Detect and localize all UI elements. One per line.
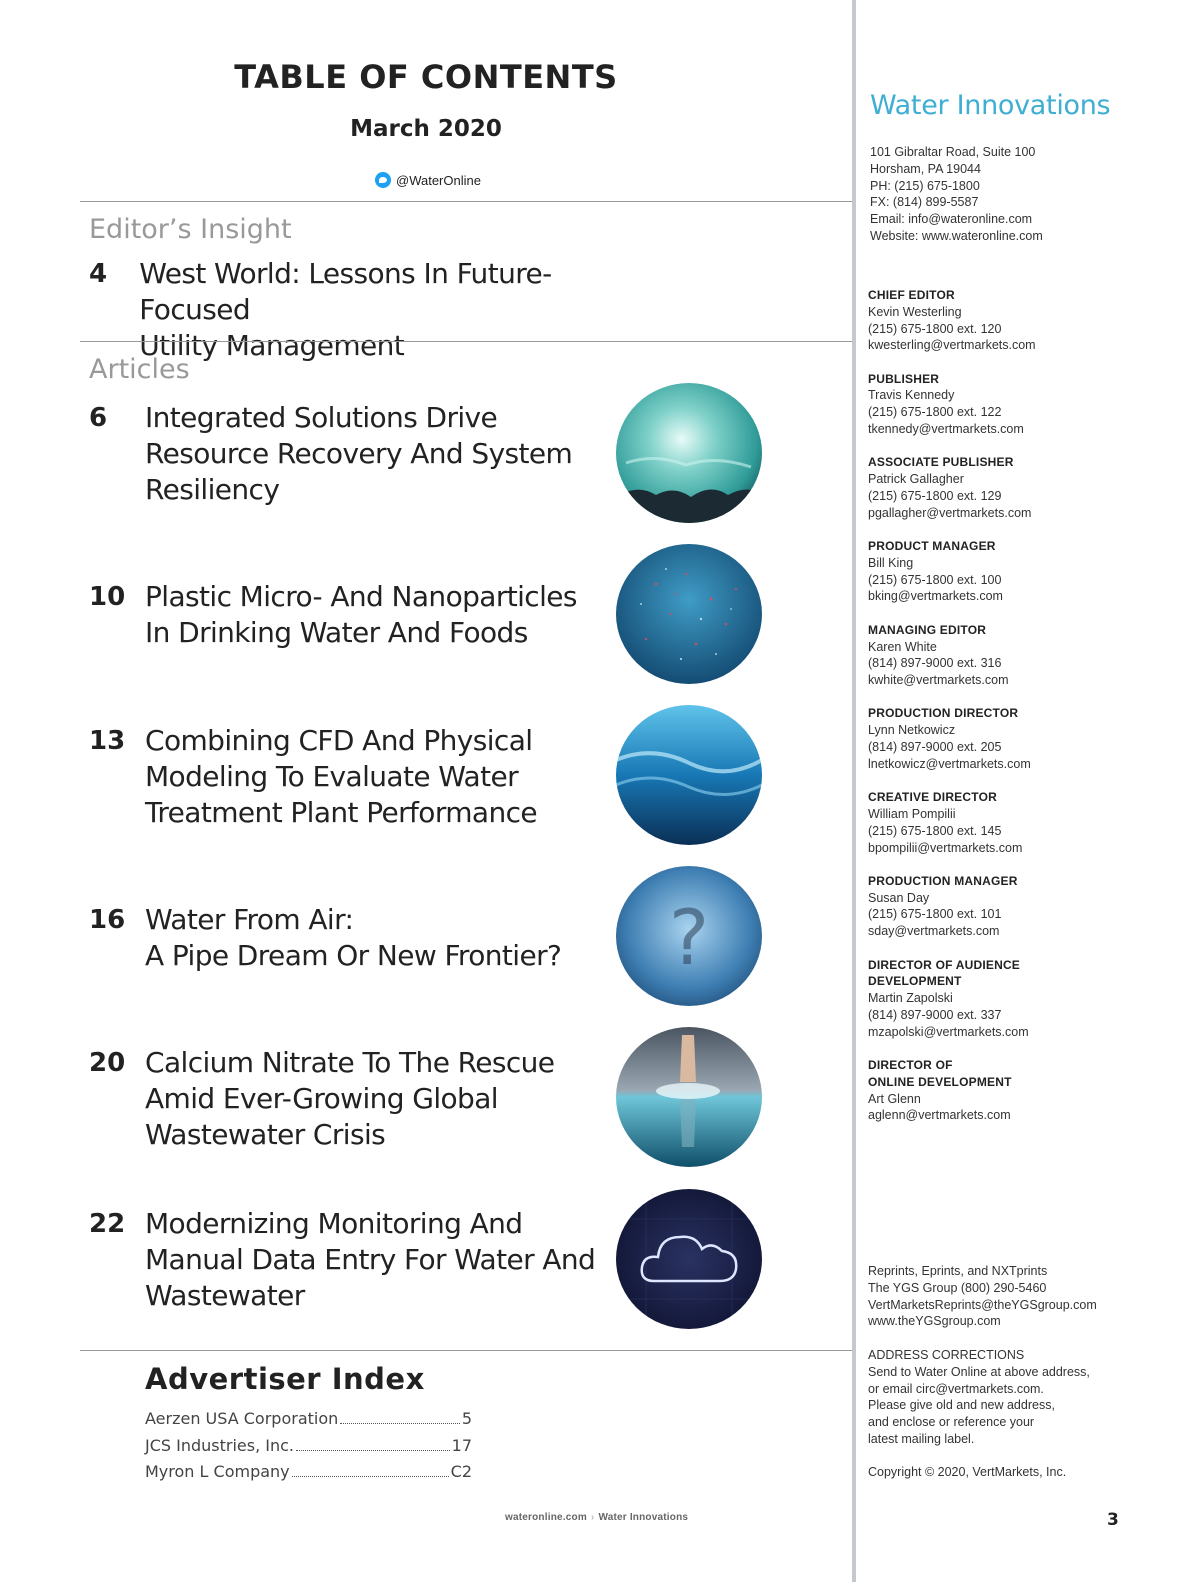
condensation-question-image[interactable] bbox=[616, 866, 762, 1006]
staff-phone: (814) 897-9000 ext. 337 bbox=[868, 1007, 1002, 1022]
microparticles-image[interactable] bbox=[616, 544, 762, 684]
toc-page-number: 22 bbox=[89, 1209, 126, 1239]
toc-entry[interactable] bbox=[89, 1206, 609, 1314]
staff-email[interactable]: tkennedy@vertmarkets.com bbox=[868, 422, 1024, 437]
staff-phone: (215) 675-1800 ext. 145 bbox=[868, 823, 1002, 838]
toc-entry[interactable] bbox=[89, 579, 609, 651]
twitter-icon bbox=[375, 172, 391, 188]
staff-role: PRODUCT MANAGER bbox=[868, 539, 996, 554]
toc-entry-title: Plastic Micro- And Nanoparticles In Drinking Water And Foods bbox=[145, 580, 577, 649]
staff-entry bbox=[868, 538, 1188, 605]
staff-email[interactable]: kwhite@vertmarkets.com bbox=[868, 673, 1009, 688]
staff-entry bbox=[868, 873, 1188, 940]
toc-entry-title: Modernizing Monitoring And Manual Data Entry For Water And Wastewater bbox=[145, 1207, 596, 1312]
toc-page-number: 10 bbox=[89, 582, 126, 612]
toc-page-number: 16 bbox=[89, 905, 126, 935]
advertiser-page: C2 bbox=[450, 1462, 472, 1481]
staff-email[interactable]: bpompilii@vertmarkets.com bbox=[868, 840, 1023, 855]
page-footer bbox=[505, 1512, 688, 1523]
staff-email[interactable]: bking@vertmarkets.com bbox=[868, 589, 1003, 604]
brand-logo: Water Innovations bbox=[870, 90, 1111, 121]
advertiser-name: JCS Industries, Inc. bbox=[145, 1435, 295, 1455]
staff-email[interactable]: mzapolski@vertmarkets.com bbox=[868, 1024, 1029, 1039]
reprints-info: Reprints, Eprints, and NXTprints The YGS Group (800) 290-5460 VertMarketsReprints@theYGSgroup.com www.theYGSgroup.com bbox=[868, 1264, 1097, 1329]
divider bbox=[80, 341, 852, 342]
staff-role: CHIEF EDITOR bbox=[868, 288, 955, 302]
staff-email[interactable]: aglenn@vertmarkets.com bbox=[868, 1108, 1011, 1123]
advertiser-index-title: Advertiser Index bbox=[145, 1362, 425, 1396]
staff-name: Susan Day bbox=[868, 890, 930, 905]
toc-page-number: 20 bbox=[89, 1048, 126, 1078]
toc-entry-title: Water From Air: A Pipe Dream Or New Frontier? bbox=[145, 903, 562, 972]
staff-role: DEVELOPMENT bbox=[868, 974, 962, 989]
staff-entry bbox=[868, 705, 1188, 772]
staff-phone: (215) 675-1800 ext. 122 bbox=[868, 405, 1002, 420]
toc-page-number: 13 bbox=[89, 726, 126, 756]
svg-text:?: ? bbox=[668, 893, 710, 982]
reprints-email[interactable]: VertMarketsReprints@theYGSgroup.com bbox=[868, 1297, 1097, 1312]
staff-name: Kevin Westerling bbox=[868, 304, 962, 319]
staff-entry bbox=[868, 371, 1188, 438]
advertiser-row[interactable] bbox=[145, 1409, 472, 1436]
toc-entry-title: Combining CFD And Physical Modeling To Evaluate Water Treatment Plant Performance bbox=[145, 724, 538, 829]
staff-phone: (215) 675-1800 ext. 129 bbox=[868, 488, 1002, 503]
staff-role: ASSOCIATE PUBLISHER bbox=[868, 455, 1014, 470]
twitter-link[interactable] bbox=[375, 172, 481, 188]
advertiser-page: 17 bbox=[451, 1435, 472, 1455]
staff-role: CREATIVE DIRECTOR bbox=[868, 790, 997, 805]
advertiser-name: Aerzen USA Corporation bbox=[145, 1409, 339, 1428]
advertiser-page: 5 bbox=[461, 1409, 472, 1428]
staff-role: ONLINE DEVELOPMENT bbox=[868, 1074, 1012, 1089]
staff-email[interactable]: sday@vertmarkets.com bbox=[868, 924, 1000, 939]
staff-entry bbox=[868, 789, 1188, 856]
staff-phone: (814) 897-9000 ext. 316 bbox=[868, 656, 1002, 671]
address-corrections: ADDRESS CORRECTIONS Send to Water Online at above address, or email circ@vertmarkets.com. Please give old and new address, and enclose or reference your latest mailing label. bbox=[868, 1348, 1090, 1446]
staff-name: Patrick Gallagher bbox=[868, 472, 964, 487]
contact-info: 101 Gibraltar Road, Suite 100 Horsham, PA 19044 PH: (215) 675-1800 FX: (814) 899-5587 Email: info@wateronline.com Website: www.wateronline.com bbox=[870, 145, 1043, 243]
staff-name: Karen White bbox=[868, 639, 937, 654]
advertiser-row[interactable] bbox=[145, 1436, 472, 1463]
staff-name: Martin Zapolski bbox=[868, 991, 953, 1006]
water-surface-image[interactable] bbox=[616, 383, 762, 523]
toc-entry[interactable] bbox=[89, 902, 609, 974]
footer-publication: Water Innovations bbox=[598, 1512, 689, 1523]
toc-entry-title: Calcium Nitrate To The Rescue Amid Ever-Growing Global Wastewater Crisis bbox=[145, 1046, 555, 1151]
divider bbox=[80, 1350, 852, 1351]
toc-entry-title: Integrated Solutions Drive Resource Recovery And System Resiliency bbox=[145, 401, 573, 506]
leader-dots bbox=[292, 1476, 449, 1477]
staff-phone: (215) 675-1800 ext. 120 bbox=[868, 321, 1002, 336]
page-number: 3 bbox=[1107, 1510, 1119, 1530]
staff-name: William Pompilii bbox=[868, 806, 956, 821]
toc-entry[interactable] bbox=[89, 723, 609, 831]
staff-phone: (215) 675-1800 ext. 101 bbox=[868, 907, 1002, 922]
staff-email[interactable]: lnetkowicz@vertmarkets.com bbox=[868, 756, 1031, 771]
advertiser-index-list bbox=[145, 1409, 472, 1489]
staff-role: DIRECTOR OF AUDIENCE bbox=[868, 957, 1021, 972]
issue-date: March 2020 bbox=[350, 116, 502, 142]
toc-entry[interactable] bbox=[89, 256, 609, 364]
footer-site-link[interactable]: wateronline.com bbox=[505, 1512, 587, 1523]
staff-entry bbox=[868, 287, 1188, 354]
hand-in-water-image[interactable] bbox=[616, 1027, 762, 1167]
staff-role: PRODUCTION DIRECTOR bbox=[868, 706, 1019, 721]
staff-entry bbox=[868, 1057, 1188, 1124]
toc-page-number: 4 bbox=[89, 259, 108, 289]
staff-email[interactable]: kwesterling@vertmarkets.com bbox=[868, 338, 1036, 353]
reprints-website[interactable]: www.theYGSgroup.com bbox=[868, 1314, 1001, 1329]
staff-entry bbox=[868, 622, 1188, 689]
toc-entry-title: West World: Lessons In Future-Focused Utility Management bbox=[139, 257, 552, 362]
staff-email[interactable]: pgallagher@vertmarkets.com bbox=[868, 505, 1032, 520]
contact-website[interactable]: Website: www.wateronline.com bbox=[870, 228, 1043, 243]
staff-role: PUBLISHER bbox=[868, 371, 940, 386]
staff-phone: (215) 675-1800 ext. 100 bbox=[868, 572, 1002, 587]
advertiser-row[interactable] bbox=[145, 1462, 472, 1489]
page-title: TABLE OF CONTENTS bbox=[234, 58, 618, 96]
toc-page-number: 6 bbox=[89, 403, 108, 433]
divider bbox=[80, 201, 852, 202]
section-label-articles: Articles bbox=[89, 354, 190, 385]
contact-email[interactable]: Email: info@wateronline.com bbox=[870, 212, 1033, 227]
toc-entry[interactable] bbox=[89, 400, 609, 508]
staff-role: DIRECTOR OF bbox=[868, 1057, 953, 1072]
staff-name: Bill King bbox=[868, 555, 914, 570]
staff-entry bbox=[868, 454, 1188, 521]
leader-dots bbox=[296, 1450, 450, 1451]
cloud-outline-image[interactable] bbox=[616, 1189, 762, 1329]
staff-role: PRODUCTION MANAGER bbox=[868, 873, 1018, 888]
leader-dots bbox=[340, 1423, 460, 1424]
section-label-editors-insight: Editor’s Insight bbox=[89, 214, 292, 245]
staff-name: Art Glenn bbox=[868, 1091, 921, 1106]
copyright: Copyright © 2020, VertMarkets, Inc. bbox=[868, 1465, 1067, 1479]
staff-entry bbox=[868, 957, 1188, 1041]
twitter-handle: @WaterOnline bbox=[396, 172, 481, 188]
chevron-right-icon: › bbox=[590, 1512, 595, 1523]
advertiser-name: Myron L Company bbox=[145, 1462, 290, 1481]
staff-role: MANAGING EDITOR bbox=[868, 622, 987, 637]
staff-name: Travis Kennedy bbox=[868, 388, 955, 403]
staff-list bbox=[868, 287, 1188, 1141]
water-ripple-image[interactable] bbox=[616, 705, 762, 845]
column-divider bbox=[852, 0, 856, 1582]
staff-phone: (814) 897-9000 ext. 205 bbox=[868, 740, 1002, 755]
staff-name: Lynn Netkowicz bbox=[868, 723, 956, 738]
toc-entry[interactable] bbox=[89, 1045, 609, 1153]
